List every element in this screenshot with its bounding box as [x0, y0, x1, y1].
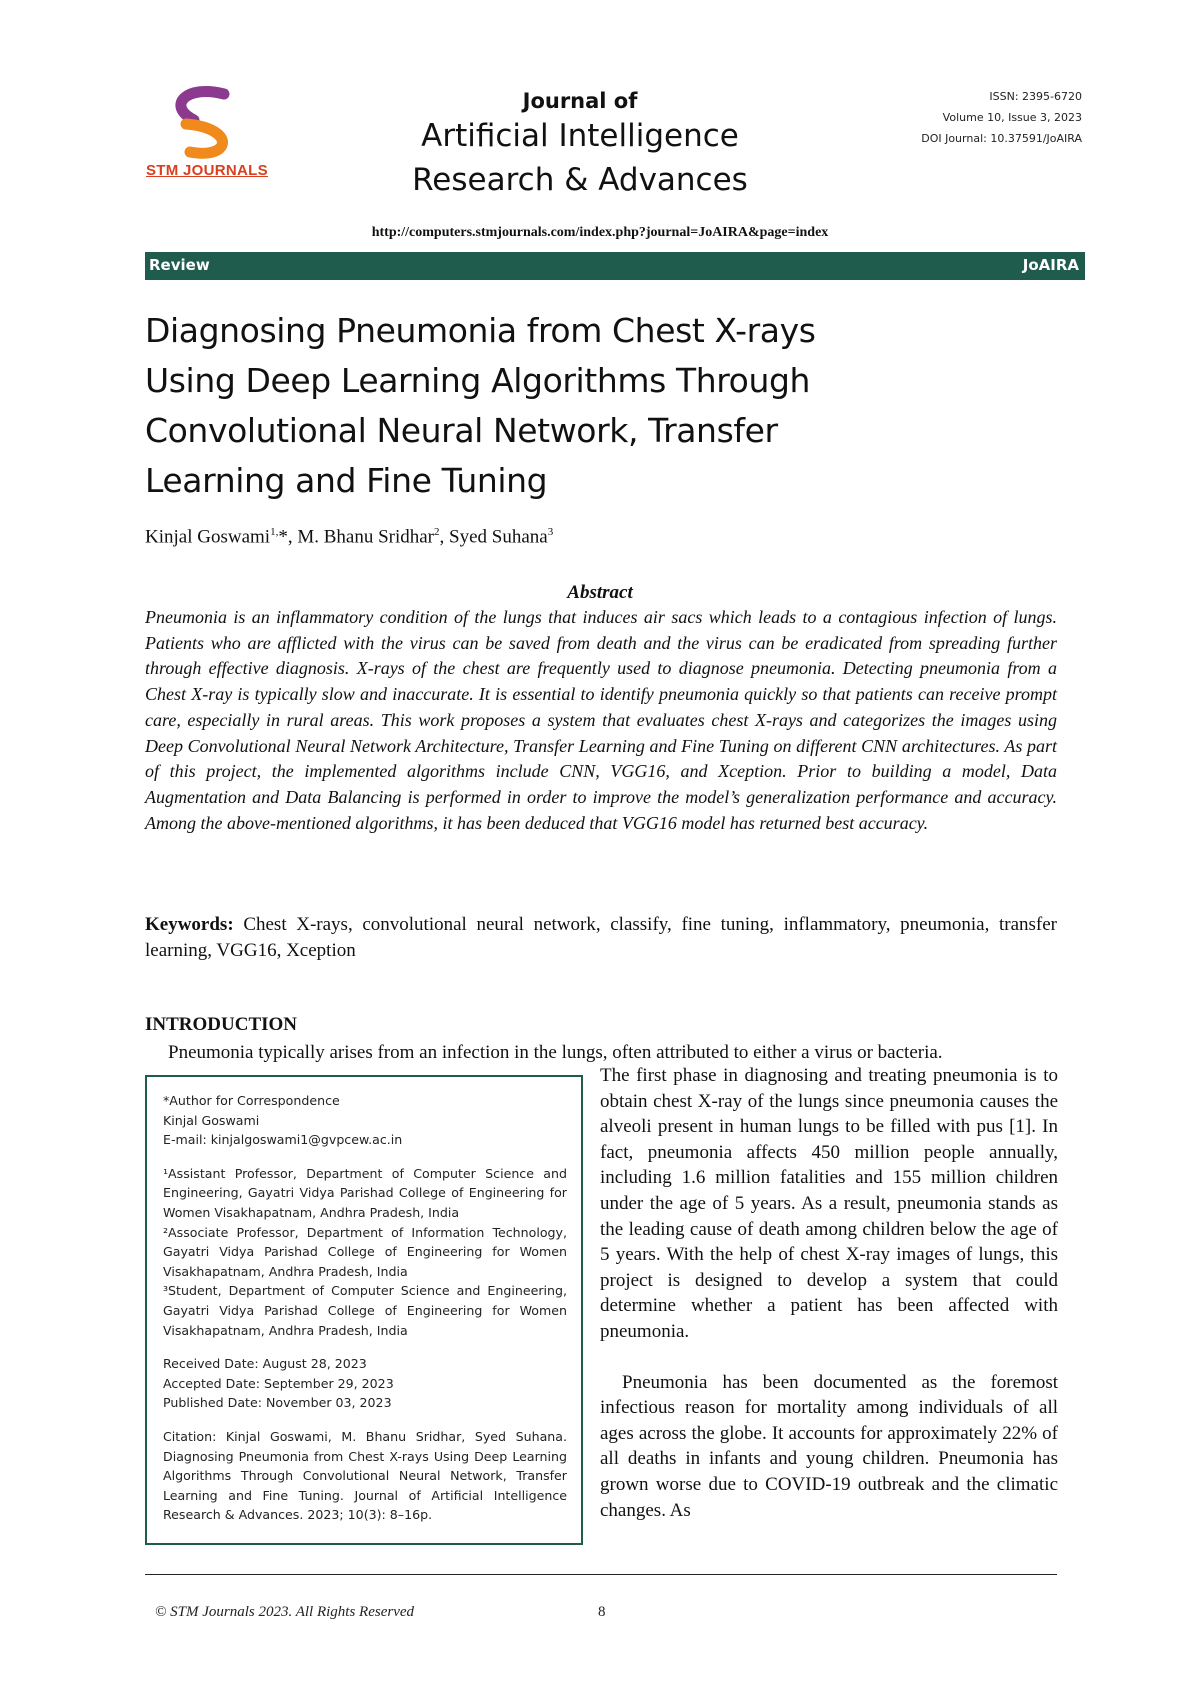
article-title: Diagnosing Pneumonia from Chest X-rays Using Deep Learning Algorithms Through Convolutional Neural Network, Transfer Learning and Fine Tuning: [145, 311, 816, 500]
issn: ISSN: 2395-6720: [989, 90, 1082, 103]
page-number: 8: [598, 1604, 606, 1620]
received-date: Received Date: August 28, 2023: [163, 1356, 367, 1372]
correspondence-email[interactable]: E-mail: kinjalgoswami1@gvpcew.ac.in: [163, 1132, 403, 1148]
introduction-column: [600, 1063, 1058, 1523]
journal-url-link[interactable]: http://computers.stmjournals.com/index.php?journal=JoAIRA&page=index: [371, 225, 829, 240]
journal-name-line2: Research & Advances: [412, 162, 748, 198]
correspondence-box: [145, 1075, 583, 1545]
introduction-first-line: Pneumonia typically arises from an infection in the lungs, often attributed to either a virus or bacteria.: [168, 1042, 943, 1063]
keywords: [145, 912, 1057, 964]
logo-wordmark: STM JOURNALS: [146, 162, 268, 179]
accepted-date: Accepted Date: September 29, 2023: [163, 1375, 394, 1391]
volume-issue: Volume 10, Issue 3, 2023: [942, 111, 1082, 124]
introduction-heading: INTRODUCTION: [145, 1014, 298, 1035]
doi: DOI Journal: 10.37591/JoAIRA: [921, 132, 1082, 145]
abstract-heading: Abstract: [567, 582, 633, 603]
author-name: M. Bhanu Sridhar: [297, 526, 435, 548]
author-affiliation-sup: 1,: [270, 526, 279, 538]
author-affiliation-sup: 3: [547, 526, 554, 538]
journal-abbrev-label: JoAIRA: [1022, 256, 1079, 274]
abstract-text: Pneumonia is an inflammatory condition of the lungs that induces air sacs which leads to a contagious infection of lungs. Patients who are afflicted with the virus can be saved from death and the virus can be eradicated from spreading further through effective diagnosis. X-rays of the chest are frequently used to diagnose pneumonia. Detecting pneumonia from a Chest X-ray is typically slow and inaccurate. It is essential to identify pneumonia quickly so that patients can receive prompt care, especially in rural areas. This work proposes a system that evaluates chest X-rays and categorizes the images using Deep Convolutional Neural Network Architecture, Transfer Learning and Fine Tuning on different CNN architectures. As part of this project, the implemented algorithms include CNN, VGG16, and Xception. Prior to building a model, Data Augmentation and Data Balancing is performed in order to improve the model’s generalization performance and accuracy. Among the above-mentioned algorithms, it has been deduced that VGG16 model has returned best accuracy.: [145, 607, 1057, 833]
journal-title-block: [330, 88, 830, 202]
journal-meta: [921, 86, 1082, 149]
author-separator: ,: [439, 526, 450, 548]
journal-of: Journal of: [522, 89, 638, 113]
author-affiliation-sup: 2: [434, 526, 440, 538]
affiliation-2: ²Associate Professor, Department of Information Technology, Gayatri Vidya Parishad College of Engineering for Women Visakhapatnam, Andhra Pradesh, India: [163, 1224, 567, 1279]
published-date: Published Date: November 03, 2023: [163, 1395, 392, 1411]
correspondence-name: Kinjal Goswami: [163, 1112, 260, 1128]
keywords-label: Keywords:: [145, 914, 234, 935]
footer-copyright: © STM Journals 2023. All Rights Reserved: [155, 1604, 415, 1620]
article-type-label: Review: [149, 256, 210, 274]
affiliation-1: ¹Assistant Professor, Department of Computer Science and Engineering, Gayatri Vidya Parishad College of Engineering for Women Visakhapatnam, Andhra Pradesh, India: [163, 1165, 567, 1220]
author-name: Kinjal Goswami: [145, 526, 271, 548]
affiliation-3: ³Student, Department of Computer Science and Engineering, Gayatri Vidya Parishad College of Engineering for Women Visakhapatnam, Andhra Pradesh, India: [163, 1283, 567, 1338]
author-list: [145, 526, 553, 548]
correspondence-heading: *Author for Correspondence: [163, 1093, 340, 1108]
author-name: Syed Suhana: [449, 526, 548, 548]
article-type-band: [145, 252, 1085, 280]
journal-name-line1: Artificial Intelligence: [421, 118, 739, 154]
correspondence-mark: *: [278, 526, 288, 548]
author-separator: ,: [287, 526, 298, 548]
footer-divider: [145, 1574, 1057, 1575]
introduction-paragraph-2: Pneumonia has been documented as the foremost infectious reason for mortality among individuals of all ages across the globe. It accounts for approximately 22% of all deaths in infants and young children. Pneumonia has grown worse due to COVID-19 outbreak and the climatic changes. As: [600, 1371, 1058, 1521]
introduction-paragraph-1: The first phase in diagnosing and treating pneumonia is to obtain chest X-ray of the lungs since pneumonia causes the alveoli present in human lungs to be filled with pus [1]. In fact, pneumonia affects 450 million people annually, including 1.6 million fatalities and 155 million children under the age of 5 years. As a result, pneumonia stands as the leading cause of death among children below the age of 5 years. With the help of chest X-ray images of lungs, this project is designed to develop a system that could determine whether a patient has been affected with pneumonia.: [600, 1065, 1058, 1342]
keywords-text: Chest X-rays, convolutional neural network, classify, fine tuning, inflammatory, pneumonia, transfer learning, VGG16, Xception: [145, 914, 1057, 961]
citation: Citation: Kinjal Goswami, M. Bhanu Sridhar, Syed Suhana. Diagnosing Pneumonia from Chest X-rays Using Deep Learning Algorithms Through Convolutional Neural Network, Transfer Learning and Fine Tuning. Journal of Artificial Intelligence Research & Advances. 2023; 10(3): 8–16p.: [163, 1428, 567, 1523]
